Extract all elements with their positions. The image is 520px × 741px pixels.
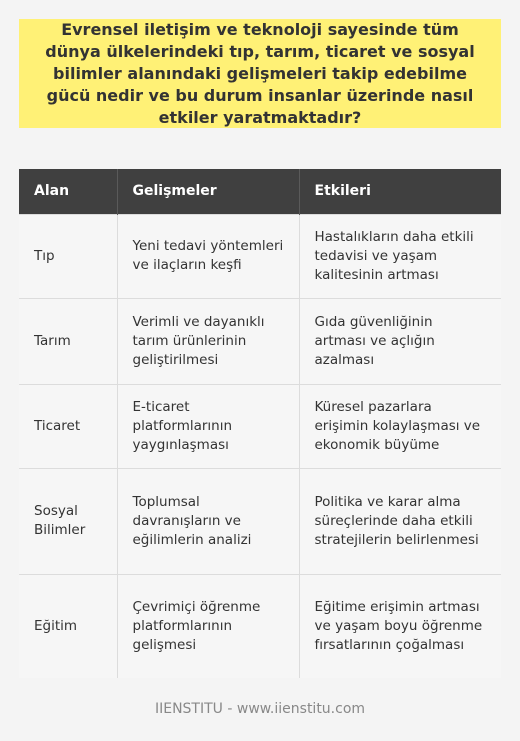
cell-gelismeler: Yeni tedavi yöntemleri ve ilaçların keşfi	[117, 214, 299, 298]
cell-gelismeler: Toplumsal davranışların ve eğilimlerin analizi	[117, 468, 299, 574]
cell-etkileri: Küresel pazarlara erişimin kolaylaşması ve ekonomik büyüme	[299, 384, 501, 468]
cell-alan: Ticaret	[19, 384, 117, 468]
table-row	[19, 298, 501, 384]
cell-gelismeler: Çevrimiçi öğrenme platformlarının gelişmesi	[117, 574, 299, 678]
cell-alan: Sosyal Bilimler	[19, 468, 117, 574]
cell-alan: Tıp	[19, 214, 117, 298]
header-alan: Alan	[19, 169, 117, 214]
table-row	[19, 468, 501, 574]
cell-gelismeler: E-ticaret platformlarının yaygınlaşması	[117, 384, 299, 468]
cell-etkileri: Gıda güvenliğinin artması ve açlığın azalması	[299, 298, 501, 384]
header-etkileri: Etkileri	[299, 169, 501, 214]
cell-alan: Tarım	[19, 298, 117, 384]
table-row	[19, 574, 501, 678]
cell-etkileri: Politika ve karar alma süreçlerinde daha etkili stratejilerin belirlenmesi	[299, 468, 501, 574]
cell-gelismeler: Verimli ve dayanıklı tarım ürünlerinin geliştirilmesi	[117, 298, 299, 384]
footer-credit: IIENSTITU - www.iienstitu.com	[154, 701, 366, 717]
header-gelismeler: Gelişmeler	[117, 169, 299, 214]
question-text: Evrensel iletişim ve teknoloji sayesinde tüm dünya ülkelerindeki tıp, tarım, ticaret ve sosyal bilimler alanındaki gelişmeleri takip edebilme gücü nedir ve bu durum insanlar üzerinde nasıl etkiler yaratmaktadır?	[45, 19, 475, 127]
question-box	[19, 19, 501, 128]
developments-table	[19, 169, 501, 678]
cell-etkileri: Hastalıkların daha etkili tedavisi ve yaşam kalitesinin artması	[299, 214, 501, 298]
table-row	[19, 214, 501, 298]
table-header-row	[19, 169, 501, 214]
table-row	[19, 384, 501, 468]
cell-etkileri: Eğitime erişimin artması ve yaşam boyu öğrenme fırsatlarının çoğalması	[299, 574, 501, 678]
cell-alan: Eğitim	[19, 574, 117, 678]
